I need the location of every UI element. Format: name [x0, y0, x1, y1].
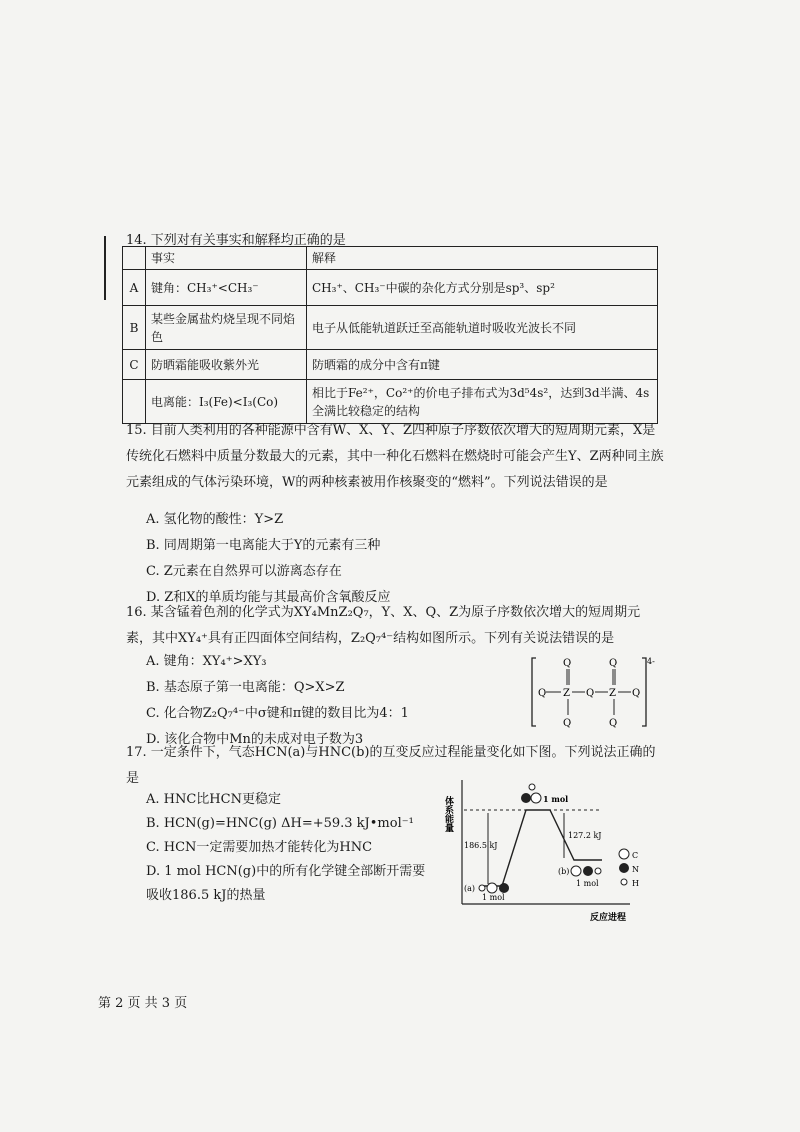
q15-stem: 15. 目前人类利用的各种能源中含有W、X、Y、Z四种原子序数依次增大的短周期元素，X是传统化石燃料中质量分数最大的元素，其中一种化石燃料在燃烧时可能会产生Y、Z两种同主族元素组成的气体污染环境，W的两种核素被用作核聚变的“燃料”。下列说法错误的是 [126, 423, 664, 490]
q17-option-d-continued: 吸收186.5 kJ的热量 [146, 888, 266, 903]
row-key: B [123, 306, 146, 350]
atom-h-icon [529, 784, 535, 790]
legend-c-icon [619, 849, 629, 859]
row-explain: CH₃⁺、CH₃⁻中碳的杂化方式分别是sp³、sp² [307, 270, 658, 306]
q16-option-a: A. 键角：XY₄⁺>XY₃ [146, 654, 267, 669]
x-axis-label: 反应进程 [590, 913, 627, 923]
legend-n-icon [619, 863, 629, 873]
q17-stem: 17. 一定条件下，气态HCN(a)与HNC(b)的互变反应过程能量变化如下图。下列说法正确的是 [126, 745, 656, 786]
q16-stem: 16. 某含锰着色剂的化学式为XY₄MnZ₂Q₇，Y、X、Q、Z为原子序数依次增大的短周期元素，其中XY₄⁺具有正四面体空间结构，Z₂Q₇⁴⁻结构如图所示。下列有关说法错误的是 [126, 605, 641, 646]
table-row [123, 270, 658, 306]
row-key: A [123, 270, 146, 306]
margin-mark [104, 236, 106, 300]
legend-c: C [632, 851, 639, 860]
struct-atom-q: Q [609, 658, 618, 669]
header-fact: 事实 [146, 247, 307, 270]
struct-atom-z: Z [563, 688, 570, 699]
struct-atom-q: Q [632, 688, 641, 699]
atom-n-icon [521, 793, 531, 803]
row-key: C [123, 350, 146, 380]
q15-option-a: A. 氢化物的酸性：Y>Z [146, 512, 284, 527]
q17-option-d: D. 1 mol HCN(g)中的所有化学键全部断开需要 [146, 864, 426, 879]
q17-energy-diagram [440, 770, 650, 930]
header-explain: 解释 [307, 247, 658, 270]
energy-label-1: 186.5 kJ [464, 841, 498, 850]
table-cell [123, 247, 146, 270]
struct-atom-q: Q [563, 658, 572, 669]
row-explain: 防晒霜的成分中含有π键 [307, 350, 658, 380]
struct-charge: 4- [647, 657, 655, 666]
y-axis-label: 体系能量 [443, 796, 453, 832]
q14-stem: 14. 下列对有关事实和解释均正确的是 [126, 233, 346, 248]
q16-option-d: D. 该化合物中Mn的未成对电子数为3 [146, 732, 364, 747]
mol-b-amount: 1 mol [576, 879, 599, 888]
energy-label-2: 127.2 kJ [568, 831, 602, 840]
q17-option-b: B. HCN(g)=HNC(g) ΔH=+59.3 kJ•mol⁻¹ [146, 816, 414, 831]
legend-h: H [632, 879, 639, 888]
row-fact: 键角：CH₃⁺<CH₃⁻ [146, 270, 307, 306]
table-row [123, 306, 658, 350]
q15-option-c: C. Z元素在自然界可以游离态存在 [146, 564, 342, 579]
page-footer: 第 2 页 共 3 页 [98, 996, 188, 1011]
ts-mol-label: 1 mol [543, 794, 569, 804]
q16-option-c: C. 化合物Z₂Q₇⁴⁻中σ键和π键的数目比为4：1 [146, 706, 409, 721]
struct-atom-q: Q [609, 718, 618, 729]
struct-atom-q: Q [586, 688, 595, 699]
legend-h-icon [621, 879, 627, 885]
row-fact: 防晒霜能吸收紫外光 [146, 350, 307, 380]
q15-option-d: D. Z和X的单质均能与其最高价含氧酸反应 [146, 590, 391, 605]
row-key [123, 380, 146, 424]
table-row [123, 380, 658, 424]
q17-option-a: A. HNC比HCN更稳定 [146, 792, 281, 807]
q16-structure-figure [530, 654, 660, 734]
q16-option-b: B. 基态原子第一电离能：Q>X>Z [146, 680, 345, 695]
mol-b-label: (b) [558, 867, 570, 876]
energy-curve [480, 810, 602, 886]
struct-atom-z: Z [609, 688, 616, 699]
legend-n: N [632, 865, 639, 874]
q17-option-c: C. HCN一定需要加热才能转化为HNC [146, 840, 373, 855]
struct-atom-q: Q [538, 688, 547, 699]
mol-a-label: (a) [464, 884, 476, 893]
table-header-row [123, 247, 658, 270]
mol-a-amount: 1 mol [482, 893, 505, 902]
row-fact: 某些金属盐灼烧呈现不同焰色 [146, 306, 307, 350]
struct-atom-q: Q [563, 718, 572, 729]
q15-option-b: B. 同周期第一电离能大于Y的元素有三种 [146, 538, 381, 553]
row-explain: 相比于Fe²⁺，Co²⁺的价电子排布式为3d⁵4s²，达到3d半满、4s全满比较稳定的结构 [307, 380, 658, 424]
row-explain: 电子从低能轨道跃迁至高能轨道时吸收光波长不同 [307, 306, 658, 350]
table-row [123, 350, 658, 380]
row-fact: 电离能：I₃(Fe)<I₃(Co) [146, 380, 307, 424]
q14-table [122, 246, 658, 424]
atom-c-icon [531, 793, 541, 803]
